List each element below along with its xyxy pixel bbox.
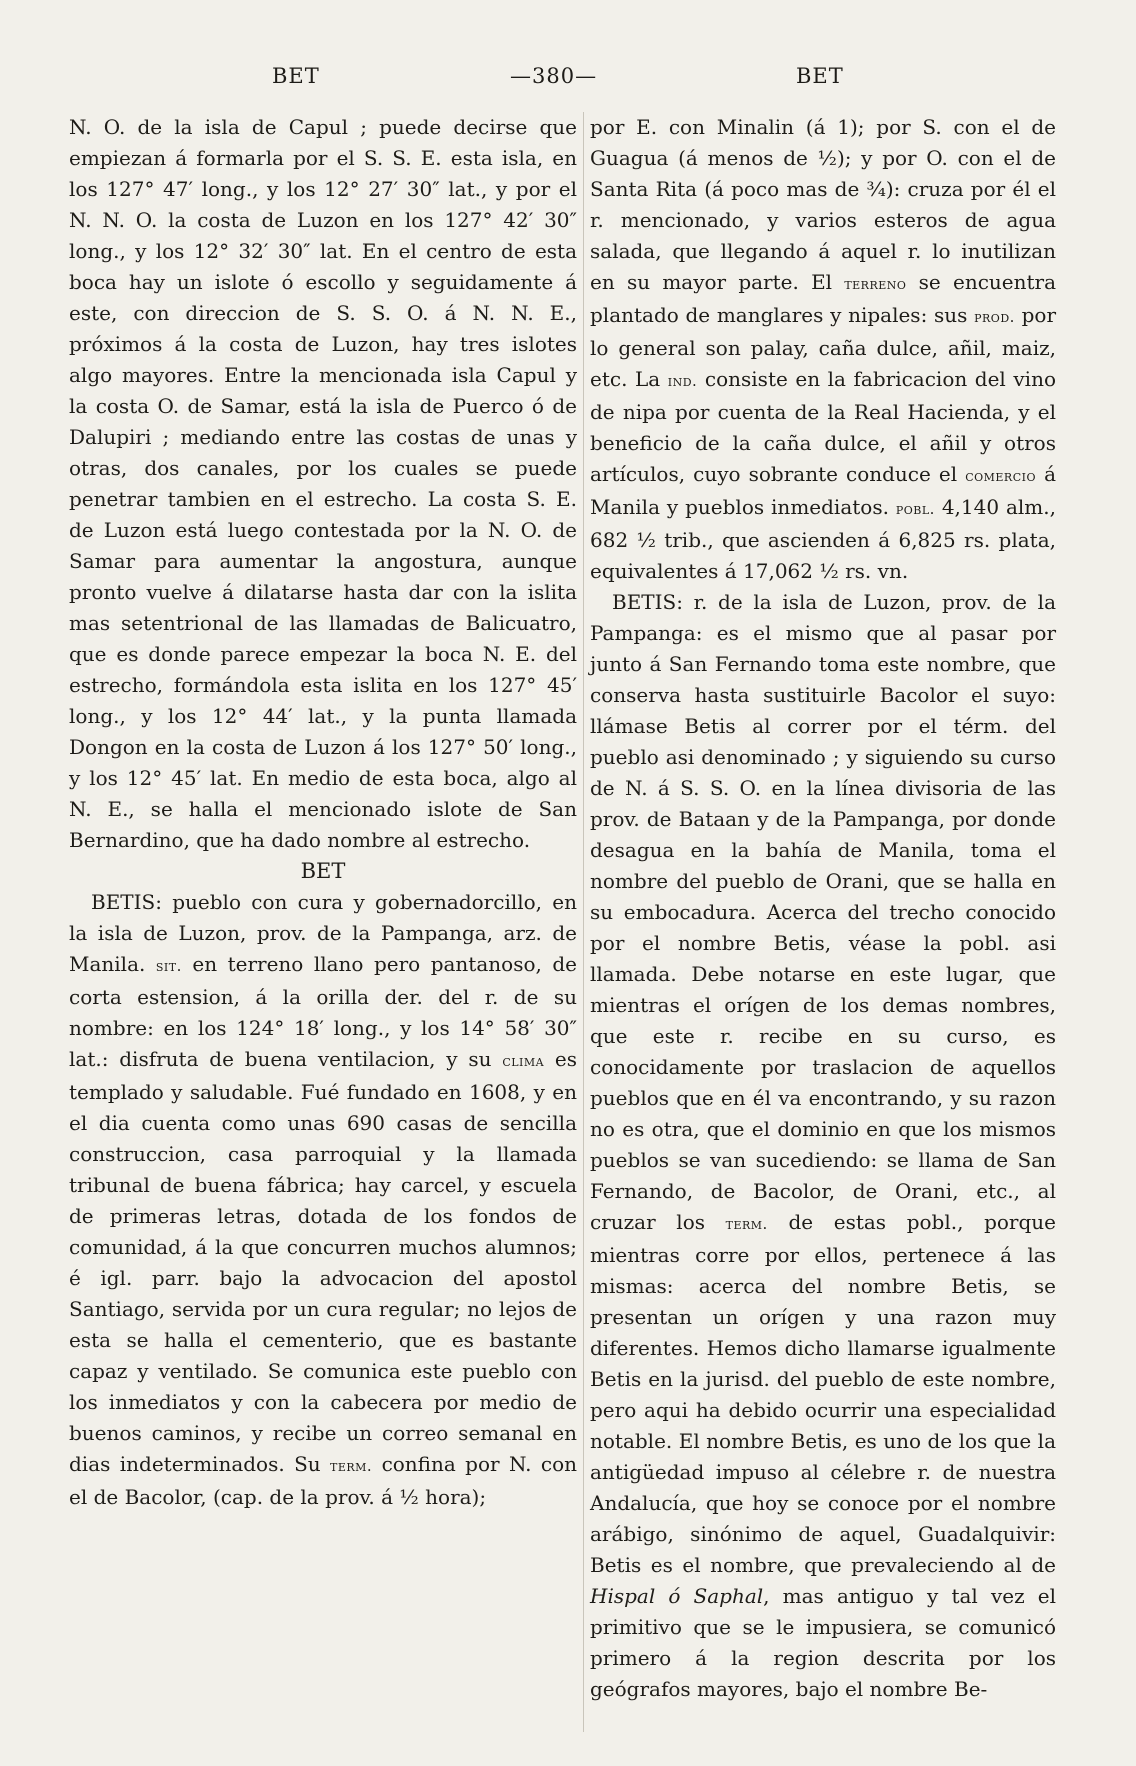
italic-names: Hispal ó Saphal <box>590 1584 764 1608</box>
page-number: —380— <box>510 64 598 88</box>
abbr-clima: clima <box>502 1052 545 1070</box>
running-head-left: BET <box>272 64 320 88</box>
entry-betis-rio: BETIS: r. de la isla de Luzon, prov. de la Pampanga: es el mismo que al pasar por junto á San Fernando toma este nombre, que conserva hasta sustituirle Bacolor el suyo: llámase Betis al correr por el térm. del pueblo asi denominado ; y siguiendo su curso de N. á S. S. O. en la línea divisoria de las prov. de Bataan y de la Pampanga, por donde desagua en la bahía de Manila, toma el nombre del pueblo de Orani, que se halla en su embocadura. Acerca del trecho conocido por el nombre Betis, véase la pobl. asi llamada. Debe notarse en este lugar, que mientras el orígen de los demas nombres, que este r. recibe en su curso, es conocidamente por traslacion de aquellos pueblos que en él va encontrando, y su razon no es otra, que el dominio en que los mismos pueblos se van sucediendo: se llama de San Fernando, de Bacolor, de Orani, etc., al cruzar los term. de estas pobl., porque mientras corre por ellos, pertenece á las mismas: acerca del nombre Betis, se presentan un orígen y una razon muy diferentes. Hemos dicho llamarse igualmente Betis en la jurisd. del pueblo de este nombre, pero aqui ha debido ocurrir una especialidad notable. El nombre Betis, es uno de los que la antigüedad impuso al célebre r. de nuestra Andalucía, que hoy se conoce por el nombre arábigo, sinónimo de aquel, Guadalquivir: Betis es el nombre, que prevaleciendo al de Hispal ó Saphal, mas antiguo y tal vez el primitivo que se le impusiera, se comunicó primero á la region descrita por los geógrafos mayores, bajo el nombre Be- <box>590 590 1057 1701</box>
intro-paragraph: N. O. de la isla de Capul ; puede decirse que empiezan á formarla por el S. S. E. esta isla, en los 127° 47′ long., y los 12° 27′ 30″ lat., y por el N. N. O. la costa de Luzon en los 127° 42′ 30″ long., y los 12° 32′ 30″ lat. En el centro de esta boca hay un islote ó escollo y seguidamente á este, con direccion de S. S. O. á N. N. E., próximos á la costa de Luzon, hay tres islotes algo mayores. Entre la mencionada isla Capul y la costa O. de Samar, está la isla de Puerco ó de Dalupiri ; mediando entre las costas de unas y otras, dos canales, por los cuales se puede penetrar tambien en el estrecho. La costa S. E. de Luzon está luego contestada por la N. O. de Samar para aumentar la angostura, aunque pronto vuelve á dilatarse hasta dar con la islita mas setentrional de las llamadas de Balicuatro, que es donde parece empezar la boca N. E. del estrecho, formándola esta islita en los 127° 45′ long., y los 12° 44′ lat., y la punta llamada Dongon en la costa de Luzon á los 127° 50′ long., y los 12° 45′ lat. En medio de esta boca, algo al N. E., se halla el mencionado islote de San Bernardino, que ha dado nombre al estrecho. <box>69 115 577 852</box>
entry-continuation: por E. con Minalin (á 1); por S. con el de Guagua (á menos de ½); y por O. con el de Santa Rita (á poco mas de ¾): cruza por él el r. mencionado, y varios esteros de agua salada, que llegando á aquel r. lo inutilizan en su mayor parte. El terreno se encuentra plantado de manglares y nipales: sus prod. por lo general son palay, caña dulce, añil, maiz, etc. La ind. consiste en la fabricacion del vino de nipa por cuenta de la Real Hacienda, y el beneficio de la caña dulce, el añil y otros artículos, cuyo sobrante conduce el comercio á Manila y pueblos inmediatos. pobl. 4,140 alm., 682 ½ trib., que ascienden á 6,825 rs. plata, equivalentes á 17,062 ½ rs. vn. <box>590 115 1057 583</box>
abbr-sit: sit. <box>155 957 182 975</box>
abbr-comercio: comercio <box>965 467 1036 485</box>
abbr-ind: ind. <box>667 372 698 390</box>
entry-term: BETIS <box>612 590 677 614</box>
abbr-pobl: pobl. <box>895 500 935 518</box>
entry-term: BETIS <box>91 890 156 914</box>
right-column <box>590 112 1056 1705</box>
abbr-term: term. <box>725 1215 768 1233</box>
column-divider <box>583 112 584 1732</box>
entry-betis-pueblo: BETIS: pueblo con cura y gobernadorcillo, en la isla de Luzon, prov. de la Pampanga, arz. de Manila. sit. en terreno llano pero pantanoso, de corta estension, á la orilla der. del r. de su nombre: en los 124° 18′ long., y los 14° 58′ 30″ lat.: disfruta de buena ventilacion, y su clima es templado y saludable. Fué fundado en 1608, y en el dia cuenta como unas 690 casas de sencilla construccion, casa parroquial y la llamada tribunal de buena fábrica; hay carcel, y escuela de primeras letras, dotada de los fondos de comunidad, á la que concurren muchos alumnos; é igl. parr. bajo la advocacion del apostol Santiago, servida por un cura regular; no lejos de esta se halla el cementerio, que es bastante capaz y ventilado. Se comunica este pueblo con los inmediatos y con la cabecera por medio de buenos caminos, y recibe un correo semanal en dias indeterminados. Su term. confina por N. con el de Bacolor, (cap. de la prov. á ½ hora); <box>69 890 578 1509</box>
section-heading: BET <box>300 859 346 883</box>
abbr-terreno: terreno <box>844 275 907 293</box>
abbr-prod: prod. <box>974 308 1015 326</box>
running-head-right: BET <box>796 64 844 88</box>
abbr-term: term. <box>330 1457 373 1475</box>
left-column <box>69 112 577 1513</box>
